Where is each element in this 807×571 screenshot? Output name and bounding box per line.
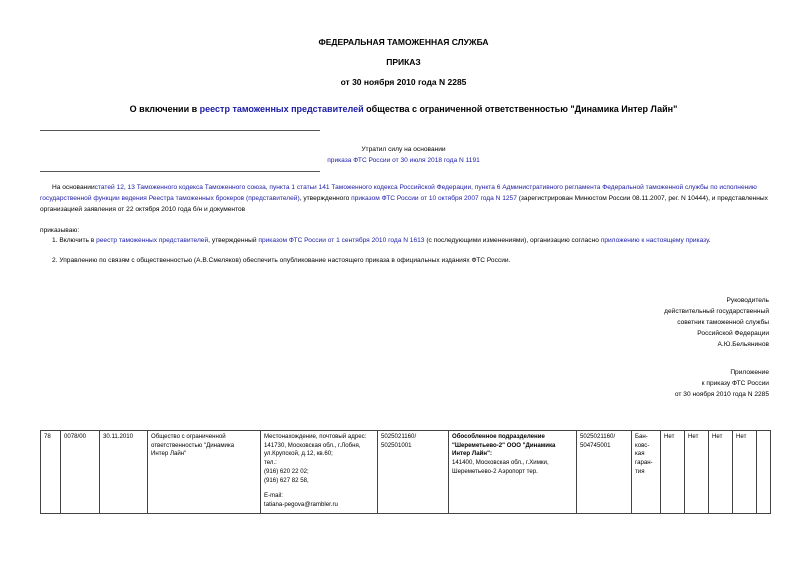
title-pre: О включении в: [129, 104, 200, 114]
cell-reg-num: 0078/00: [61, 431, 100, 514]
table-row: [41, 431, 771, 514]
agency-name: ФЕДЕРАЛЬНАЯ ТАМОЖЕННАЯ СЛУЖБА: [318, 37, 489, 47]
lost-force-link[interactable]: приказа ФТС России от 30 июля 2018 года N 1191: [327, 157, 480, 164]
doc-date-number: от 30 ноября 2010 года N 2285: [340, 77, 467, 87]
email-line: tatiana-pegova@rambler.ru: [264, 500, 338, 508]
appendix-l2: к приказу ФТС России: [701, 380, 769, 387]
lost-force-line1: Утратил силу на основании: [361, 146, 446, 153]
cell-empty: [757, 431, 771, 514]
codes-line: 5025021160/: [381, 433, 417, 440]
address-line: (916) 620 22 02;: [264, 467, 309, 475]
signature-l4: Российской Федерации: [697, 330, 769, 337]
guarantee-line: гаран-: [635, 459, 653, 467]
cell-guarantee: [632, 431, 661, 514]
separator-top: [40, 130, 320, 131]
address-line: Местонахождение, почтовый адрес:: [264, 433, 367, 440]
appendix-l3: от 30 ноября 2010 года N 2285: [674, 391, 769, 398]
item1-mid2: (с последующими изменениями), организацию согласно: [424, 237, 601, 244]
address-line: E-mail:: [264, 492, 283, 500]
cell-flag-2: Нет: [685, 431, 709, 514]
branch-codes-line: 5025021160/: [580, 433, 616, 440]
cell-codes: [378, 431, 449, 514]
cell-date: 30.11.2010: [100, 431, 148, 514]
order-item-2: 2. Управлению по связям с общественностью (А.В.Смеляков) обеспечить опубликование настоящего приказа в официальных изданиях ФТС России.: [52, 257, 511, 264]
cell-branch-codes: [577, 431, 632, 514]
branch-line: "Шереметьево-2" ООО "Динамика: [452, 441, 556, 449]
item1-appendix-link[interactable]: приложению к настоящему приказу: [600, 237, 709, 244]
basis-order-link[interactable]: приказом ФТС России от 10 октября 2007 года N 1257: [351, 195, 517, 202]
org-line: ответственностью "Динамика: [151, 441, 235, 449]
item1-post: .: [708, 237, 711, 244]
guarantee-line: тия: [635, 467, 645, 475]
separator-bottom: [40, 171, 320, 172]
cell-num: 78: [41, 431, 61, 514]
item1-mid1: , утвержденный: [208, 237, 259, 244]
basis-law-link[interactable]: статей 12, 13 Таможенного кодекса Таможенного союза, пункта 1 статьи 141 Таможенного кодекса Российской Федерации, пункта 6 Административного регламента Федеральной таможенной службы по исполнению государственной функции ведения Реестра таможенных брокеров (представителей): [40, 184, 757, 202]
address-line: 141730, Московская обл., г.Лобня,: [264, 441, 361, 449]
cell-flag-3: Нет: [709, 431, 733, 514]
basis-lead: На основании: [52, 184, 95, 191]
address-line: (916) 627 82 58,: [264, 476, 309, 484]
branch-line: Шереметьево-2 Аэропорт тер.: [452, 467, 538, 475]
cell-org: [148, 431, 261, 514]
address-line: тел.:: [264, 459, 277, 467]
registry-link[interactable]: реестр таможенных представителей: [199, 104, 364, 114]
cell-address: [261, 431, 378, 514]
codes-line: 502501001: [381, 441, 412, 449]
appendix-l1: Приложение: [730, 369, 769, 376]
branch-line: Интер Лайн":: [452, 450, 493, 458]
guarantee-line: кая: [635, 450, 645, 458]
spacer: [264, 485, 374, 492]
order-word: приказываю:: [40, 227, 80, 234]
signature-l3: советник таможенной службы: [677, 319, 769, 326]
signature-block: [664, 295, 769, 350]
org-line: Общество с ограниченной: [151, 433, 226, 440]
cell-flag-1: Нет: [661, 431, 685, 514]
item1-registry-link[interactable]: реестр таможенных представителей: [96, 237, 209, 244]
guarantee-line: Бан-: [635, 433, 648, 440]
signature-l2: действительный государственный: [664, 308, 769, 315]
guarantee-line: ковс-: [635, 441, 650, 449]
branch-line: 141400, Московская обл., г.Химки,: [452, 459, 549, 467]
item1-pre: 1. Включить в: [52, 237, 97, 244]
appendix-block: [675, 367, 769, 400]
basis-tail: (зарегистрирован Минюстом России 08.11.2007, рег. N 10444), и представленных организацией заявления от 22 октября 2010 года б/н и документов: [40, 195, 768, 213]
lost-force-note: [0, 144, 807, 166]
cell-branch: [449, 431, 577, 514]
cell-flag-4: Нет: [733, 431, 757, 514]
signature-l1: Руководитель: [726, 297, 769, 304]
branch-codes-line: 504745001: [580, 441, 611, 449]
signature-name: А.Ю.Бельянинов: [717, 341, 769, 348]
address-line: ул.Крупской, д.12, кв.60;: [264, 450, 333, 458]
doc-type: ПРИКАЗ: [386, 57, 421, 67]
org-line: Интер Лайн": [151, 450, 187, 458]
order-title: [40, 104, 767, 114]
branch-line: Обособленное подразделение: [452, 433, 545, 440]
basis-mid: , утвержденного: [299, 195, 352, 202]
item1-order-link[interactable]: приказом ФТС России от 1 сентября 2010 года N 1613: [258, 237, 425, 244]
registry-table: [40, 430, 771, 514]
order-item-1: [52, 235, 772, 246]
basis-paragraph: [40, 182, 770, 215]
title-post: общества с ограниченной ответственностью "Динамика Интер Лайн": [363, 104, 678, 114]
